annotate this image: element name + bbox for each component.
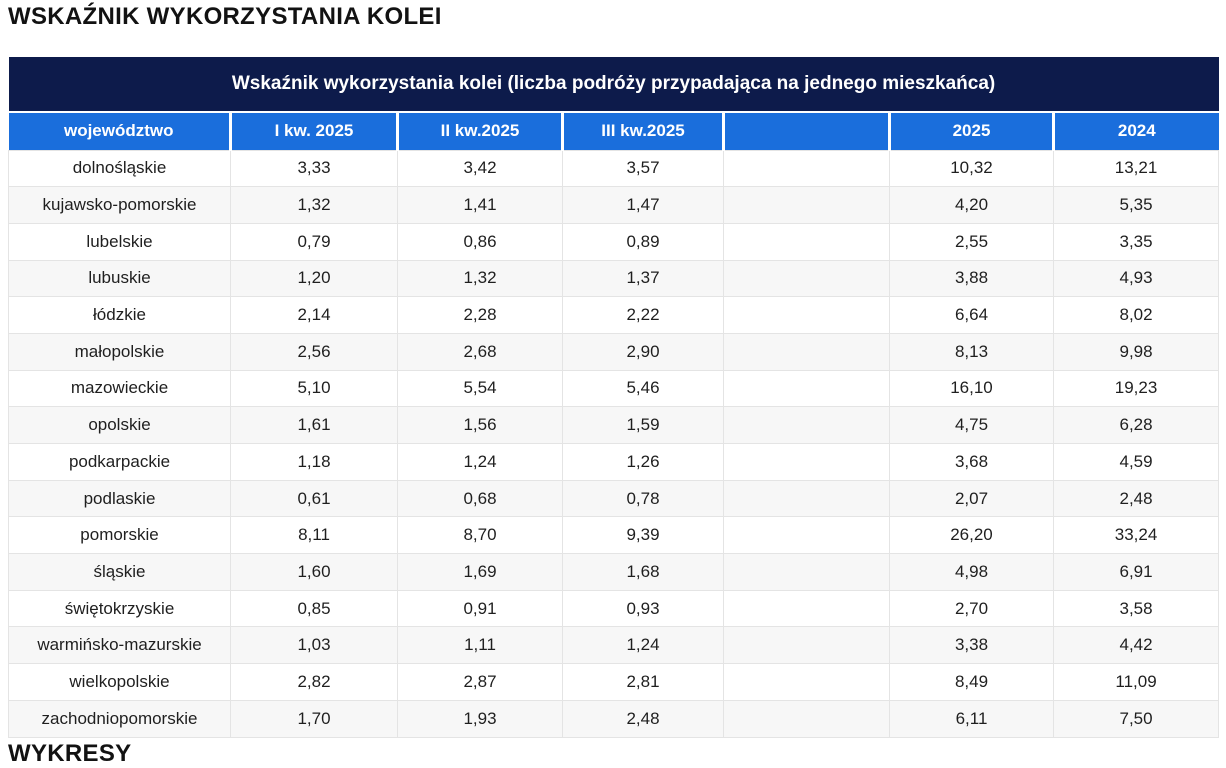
voivodeship-cell: śląskie — [9, 554, 231, 591]
value-cell: 0,61 — [231, 480, 398, 517]
table-body — [9, 150, 1219, 737]
value-cell: 1,32 — [398, 260, 563, 297]
value-cell: 0,78 — [563, 480, 724, 517]
table-row — [9, 187, 1219, 224]
value-cell: 0,93 — [563, 590, 724, 627]
column-header: województwo — [9, 112, 231, 150]
value-cell: 1,59 — [563, 407, 724, 444]
value-cell: 3,57 — [563, 150, 724, 187]
value-cell: 5,46 — [563, 370, 724, 407]
value-cell — [724, 333, 890, 370]
value-cell: 9,98 — [1054, 333, 1219, 370]
column-header: I kw. 2025 — [231, 112, 398, 150]
voivodeship-cell: dolnośląskie — [9, 150, 231, 187]
table-row — [9, 517, 1219, 554]
value-cell: 8,49 — [890, 664, 1054, 701]
table-row — [9, 554, 1219, 591]
value-cell: 5,35 — [1054, 187, 1219, 224]
value-cell: 33,24 — [1054, 517, 1219, 554]
value-cell: 9,39 — [563, 517, 724, 554]
value-cell — [724, 187, 890, 224]
value-cell: 8,70 — [398, 517, 563, 554]
value-cell: 3,38 — [890, 627, 1054, 664]
voivodeship-cell: podkarpackie — [9, 444, 231, 481]
value-cell: 1,24 — [398, 444, 563, 481]
voivodeship-cell: pomorskie — [9, 517, 231, 554]
value-cell: 0,91 — [398, 590, 563, 627]
value-cell — [724, 627, 890, 664]
value-cell — [724, 664, 890, 701]
value-cell: 0,85 — [231, 590, 398, 627]
value-cell: 2,14 — [231, 297, 398, 334]
column-header: II kw.2025 — [398, 112, 563, 150]
value-cell: 2,48 — [1054, 480, 1219, 517]
table-row — [9, 370, 1219, 407]
column-header: 2024 — [1054, 112, 1219, 150]
value-cell: 1,32 — [231, 187, 398, 224]
table-row — [9, 260, 1219, 297]
voivodeship-cell: wielkopolskie — [9, 664, 231, 701]
value-cell: 8,13 — [890, 333, 1054, 370]
value-cell — [724, 407, 890, 444]
value-cell: 1,60 — [231, 554, 398, 591]
table-row — [9, 223, 1219, 260]
value-cell: 19,23 — [1054, 370, 1219, 407]
value-cell: 1,37 — [563, 260, 724, 297]
value-cell — [724, 150, 890, 187]
value-cell: 8,11 — [231, 517, 398, 554]
table-row — [9, 700, 1219, 737]
table-row — [9, 444, 1219, 481]
column-header: III kw.2025 — [563, 112, 724, 150]
table-row — [9, 627, 1219, 664]
value-cell: 1,20 — [231, 260, 398, 297]
value-cell — [724, 590, 890, 627]
caption-row — [9, 57, 1219, 112]
footer-heading: WYKRESY — [8, 739, 132, 767]
value-cell: 4,59 — [1054, 444, 1219, 481]
value-cell: 8,02 — [1054, 297, 1219, 334]
table-row — [9, 590, 1219, 627]
voivodeship-cell: świętokrzyskie — [9, 590, 231, 627]
value-cell: 13,21 — [1054, 150, 1219, 187]
value-cell: 2,55 — [890, 223, 1054, 260]
table-row — [9, 150, 1219, 187]
header-row — [9, 112, 1219, 150]
value-cell: 1,11 — [398, 627, 563, 664]
value-cell: 2,82 — [231, 664, 398, 701]
value-cell: 0,89 — [563, 223, 724, 260]
table-row — [9, 297, 1219, 334]
voivodeship-cell: zachodniopomorskie — [9, 700, 231, 737]
value-cell: 6,91 — [1054, 554, 1219, 591]
value-cell: 11,09 — [1054, 664, 1219, 701]
voivodeship-cell: mazowieckie — [9, 370, 231, 407]
value-cell: 4,42 — [1054, 627, 1219, 664]
value-cell: 7,50 — [1054, 700, 1219, 737]
value-cell: 2,48 — [563, 700, 724, 737]
voivodeship-cell: lubuskie — [9, 260, 231, 297]
value-cell: 1,69 — [398, 554, 563, 591]
value-cell: 5,10 — [231, 370, 398, 407]
voivodeship-cell: podlaskie — [9, 480, 231, 517]
value-cell: 2,56 — [231, 333, 398, 370]
value-cell: 3,58 — [1054, 590, 1219, 627]
value-cell: 0,86 — [398, 223, 563, 260]
value-cell: 6,11 — [890, 700, 1054, 737]
value-cell: 3,42 — [398, 150, 563, 187]
value-cell: 16,10 — [890, 370, 1054, 407]
value-cell: 1,56 — [398, 407, 563, 444]
table-row — [9, 333, 1219, 370]
value-cell: 2,22 — [563, 297, 724, 334]
value-cell: 4,93 — [1054, 260, 1219, 297]
value-cell — [724, 517, 890, 554]
value-cell: 4,20 — [890, 187, 1054, 224]
value-cell: 1,03 — [231, 627, 398, 664]
value-cell: 0,68 — [398, 480, 563, 517]
value-cell: 4,75 — [890, 407, 1054, 444]
page-title: WSKAŹNIK WYKORZYSTANIA KOLEI — [8, 3, 442, 30]
value-cell — [724, 444, 890, 481]
value-cell: 1,18 — [231, 444, 398, 481]
value-cell: 26,20 — [890, 517, 1054, 554]
value-cell: 2,70 — [890, 590, 1054, 627]
value-cell: 6,64 — [890, 297, 1054, 334]
value-cell — [724, 700, 890, 737]
value-cell: 1,93 — [398, 700, 563, 737]
value-cell: 3,68 — [890, 444, 1054, 481]
voivodeship-cell: kujawsko-pomorskie — [9, 187, 231, 224]
value-cell: 10,32 — [890, 150, 1054, 187]
value-cell: 5,54 — [398, 370, 563, 407]
voivodeship-cell: małopolskie — [9, 333, 231, 370]
value-cell — [724, 370, 890, 407]
table-row — [9, 480, 1219, 517]
voivodeship-cell: lubelskie — [9, 223, 231, 260]
value-cell — [724, 260, 890, 297]
column-header — [724, 112, 890, 150]
value-cell: 4,98 — [890, 554, 1054, 591]
voivodeship-cell: warmińsko-mazurskie — [9, 627, 231, 664]
value-cell: 1,70 — [231, 700, 398, 737]
value-cell: 1,47 — [563, 187, 724, 224]
value-cell — [724, 554, 890, 591]
value-cell: 3,35 — [1054, 223, 1219, 260]
value-cell — [724, 480, 890, 517]
value-cell: 0,79 — [231, 223, 398, 260]
value-cell: 1,41 — [398, 187, 563, 224]
value-cell: 2,81 — [563, 664, 724, 701]
voivodeship-cell: łódzkie — [9, 297, 231, 334]
value-cell — [724, 297, 890, 334]
table-caption: Wskaźnik wykorzystania kolei (liczba podróży przypadająca na jednego mieszkańca) — [9, 57, 1219, 112]
value-cell: 2,90 — [563, 333, 724, 370]
value-cell: 2,28 — [398, 297, 563, 334]
value-cell: 2,68 — [398, 333, 563, 370]
table-row — [9, 407, 1219, 444]
value-cell: 1,24 — [563, 627, 724, 664]
value-cell: 3,88 — [890, 260, 1054, 297]
column-header: 2025 — [890, 112, 1054, 150]
rail-usage-table — [8, 57, 1219, 738]
value-cell: 3,33 — [231, 150, 398, 187]
value-cell: 6,28 — [1054, 407, 1219, 444]
value-cell: 1,68 — [563, 554, 724, 591]
value-cell — [724, 223, 890, 260]
value-cell: 1,61 — [231, 407, 398, 444]
table-row — [9, 664, 1219, 701]
value-cell: 1,26 — [563, 444, 724, 481]
voivodeship-cell: opolskie — [9, 407, 231, 444]
value-cell: 2,87 — [398, 664, 563, 701]
value-cell: 2,07 — [890, 480, 1054, 517]
